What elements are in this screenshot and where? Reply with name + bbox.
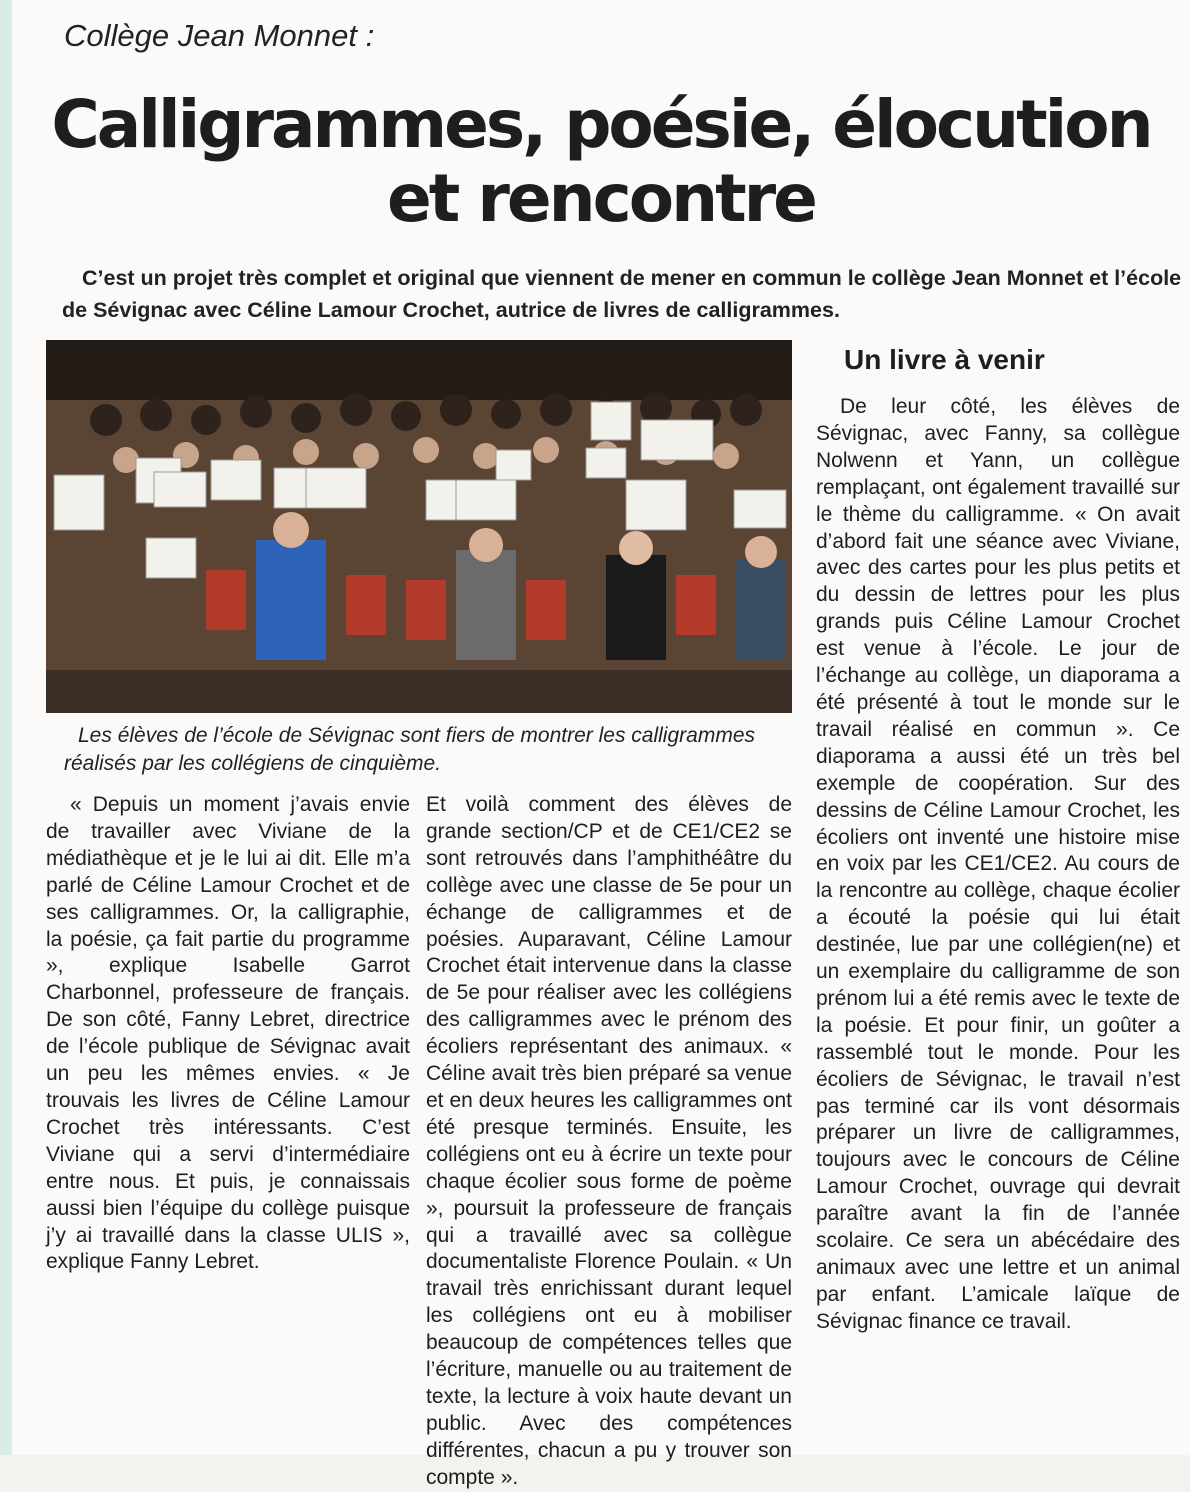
newspaper-page xyxy=(12,0,1190,1489)
page-edge-strip xyxy=(0,0,12,1455)
headline-line-1: Calligrammes, poésie, élocution xyxy=(51,86,1151,163)
lede-text: C’est un projet très complet et original que viennent de mener en commun le collège Jean Monnet et l’école de Sévignac avec Céline Lamour Crochet, autrice de livres de calligrammes. xyxy=(62,266,1182,322)
article-kicker: Collège Jean Monnet : xyxy=(64,18,375,53)
subheading: Un livre à venir xyxy=(844,344,1045,375)
photo-caption xyxy=(64,722,804,778)
headline-line-2: et rencontre xyxy=(387,160,815,237)
paragraph xyxy=(46,792,410,1276)
paragraph-text: « Depuis un moment j’avais envie de travailler avec Viviane de la médiathèque et je le lui ai dit. Elle m’a parlé de Céline Lamour Crochet et de ses calligrammes. Or, la calligraphie, la poésie, ça fait partie du programme », explique Isabelle Garrot Charbonnel, professeure de français. De son côté, Fanny Lebret, directrice de l’école publique de Sévignac avait un peu les mêmes envies. « Je trouvais les livres de Céline Lamour Crochet très intéressants. C’est Viviane qui a servi d’intermédiaire entre nous. Et puis, je connaissais aussi bien l’équipe du collège puisque j’y ai travaillé dans la classe ULIS », explique Fanny Lebret. xyxy=(46,793,410,1274)
body-column-1 xyxy=(46,792,410,1276)
paragraph xyxy=(816,394,1180,1336)
article-photo xyxy=(46,340,792,713)
body-column-3 xyxy=(816,394,1180,1336)
paragraph-text: De leur côté, les élèves de Sévignac, avec Fanny, sa collègue Nolwenn et Yann, un collègue remplaçant, ont également travaillé sur le thème du calligramme. « On avait d’abord fait une séance avec Viviane, avec des cartes pour les plus petits et du dessin de lettres pour les plus grands puis Céline Lamour Crochet est venue à l’école. Le jour de l’échange au collège, un diaporama a été présenté à tout le monde sur le travail réalisé en commun ». Ce diaporama a aussi été un très bel exemple de coopération. Sur des dessins de Céline Lamour Crochet, les écoliers ont inventé une histoire mise en voix par les CE1/CE2. Au cours de la rencontre au collège, chaque écolier a écouté la poésie qui lui était destinée, lue par une collégien(ne) et un exemplaire du calligramme de son prénom lui a été remis avec le texte de la poésie. Et pour finir, un goûter a rassemblé tout le monde. Pour les écoliers de Sévignac, le travail n’est pas terminé car ils vont désormais préparer un livre de calligrammes, toujours avec le concours de Céline Lamour Crochet, ouvrage qui devrait paraître avant la fin de l’année scolaire. Ce sera un abécédaire des animaux avec une lettre et un animal par enfant. L’amicale laïque de Sévignac finance ce travail. xyxy=(816,395,1180,1333)
group-photo-icon xyxy=(46,340,792,713)
body-column-2 xyxy=(426,792,792,1492)
article-lede xyxy=(62,262,1182,326)
paragraph-text: Et voilà comment des élèves de grande section/CP et de CE1/CE2 se sont retrouvés dans l’amphithéâtre du collège avec une classe de 5e pour un échange de calligrammes et de poésies. Auparavant, Céline Lamour Crochet était intervenue dans la classe de 5e pour réaliser avec les collégiens des calligrammes avec le prénom des écoliers représentant des animaux. « Céline avait très bien préparé sa venue et en deux heures les calligrammes ont été presque terminés. Ensuite, les collégiens ont eu à écrire un texte pour chaque écolier sous forme de poème », poursuit la professeure de français qui a travaillé avec sa collègue documentaliste Florence Poulain. « Un travail très enrichissant durant lequel les collégiens ont eu à mobiliser beaucoup de compétences telles que l’écriture, manuelle ou au traitement de texte, la lecture à voix haute devant un public. Avec des compétences différentes, chacun a pu y trouver son compte ». xyxy=(426,793,792,1489)
paragraph xyxy=(426,792,792,1492)
caption-text: Les élèves de l’école de Sévignac sont fiers de montrer les calligrammes réalisés par les collégiens de cinquième. xyxy=(64,724,755,775)
